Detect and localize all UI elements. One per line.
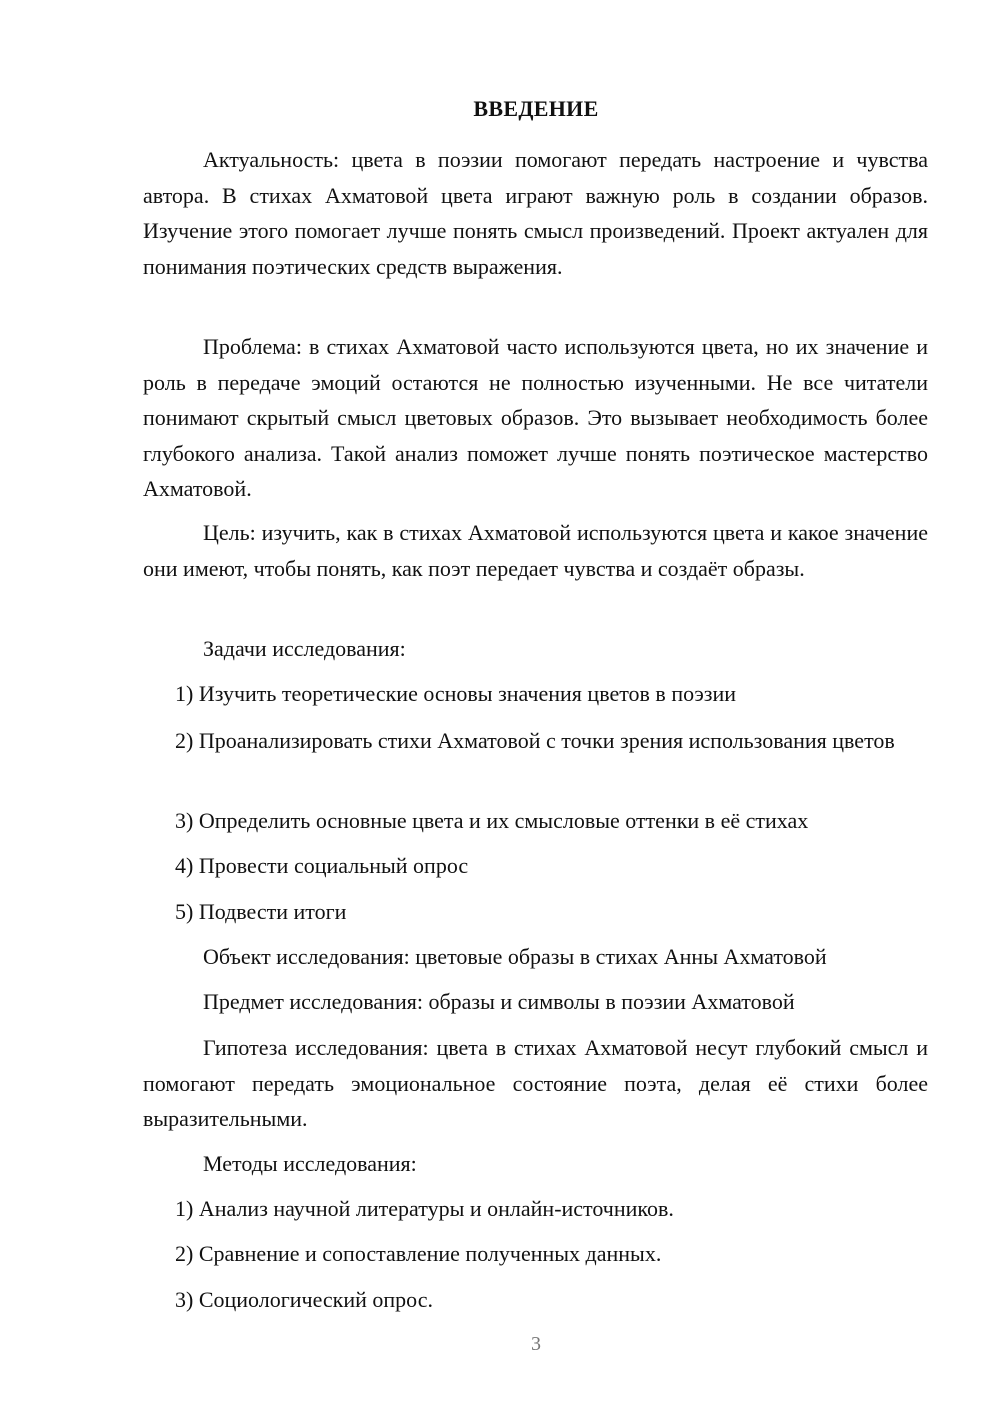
task-item-1: 1) Изучить теоретические основы значения цветов в поэзии bbox=[175, 681, 737, 706]
goal-paragraph: Цель: изучить, как в стихах Ахматовой используются цвета и какое значение они имеют, чтобы понять, как поэт передает чувства и создаёт образы. bbox=[143, 520, 928, 581]
task-item-2: 2) Проанализировать стихи Ахматовой с точки зрения использования цветов bbox=[175, 728, 895, 753]
problem-paragraph: Проблема: в стихах Ахматовой часто используются цвета, но их значение и роль в передаче эмоций остаются не полностью изученными. Не все читатели понимают скрытый смысл цветовых образов. Это вызывает необходимость более глубокого анализа. Такой анализ поможет лучше понять поэтическое мастерство Ахматовой. bbox=[143, 334, 928, 501]
research-object: Объект исследования: цветовые образы в стихах Анны Ахматовой bbox=[203, 944, 827, 969]
relevance-paragraph: Актуальность: цвета в поэзии помогают передать настроение и чувства автора. В стихах Ахматовой цвета играют важную роль в создании образов. Изучение этого помогает лучше понять смысл произведений. Проект актуален для понимания поэтических средств выражения. bbox=[143, 147, 928, 279]
page-number: 3 bbox=[531, 1333, 541, 1355]
tasks-heading: Задачи исследования: bbox=[203, 636, 406, 661]
methods-heading: Методы исследования: bbox=[203, 1151, 417, 1176]
method-item-3: 3) Социологический опрос. bbox=[175, 1287, 433, 1312]
method-item-2: 2) Сравнение и сопоставление полученных данных. bbox=[175, 1241, 662, 1266]
research-subject: Предмет исследования: образы и символы в поэзии Ахматовой bbox=[203, 989, 795, 1014]
page-title: ВВЕДЕНИЕ bbox=[473, 96, 599, 121]
hypothesis-paragraph: Гипотеза исследования: цвета в стихах Ахматовой несут глубокий смысл и помогают передать эмоциональное состояние поэта, делая её стихи более выразительными. bbox=[143, 1035, 928, 1131]
method-item-1: 1) Анализ научной литературы и онлайн-источников. bbox=[175, 1196, 674, 1221]
task-item-5: 5) Подвести итоги bbox=[175, 899, 347, 924]
task-item-4: 4) Провести социальный опрос bbox=[175, 853, 469, 878]
task-item-3: 3) Определить основные цвета и их смысловые оттенки в её стихах bbox=[175, 808, 809, 833]
